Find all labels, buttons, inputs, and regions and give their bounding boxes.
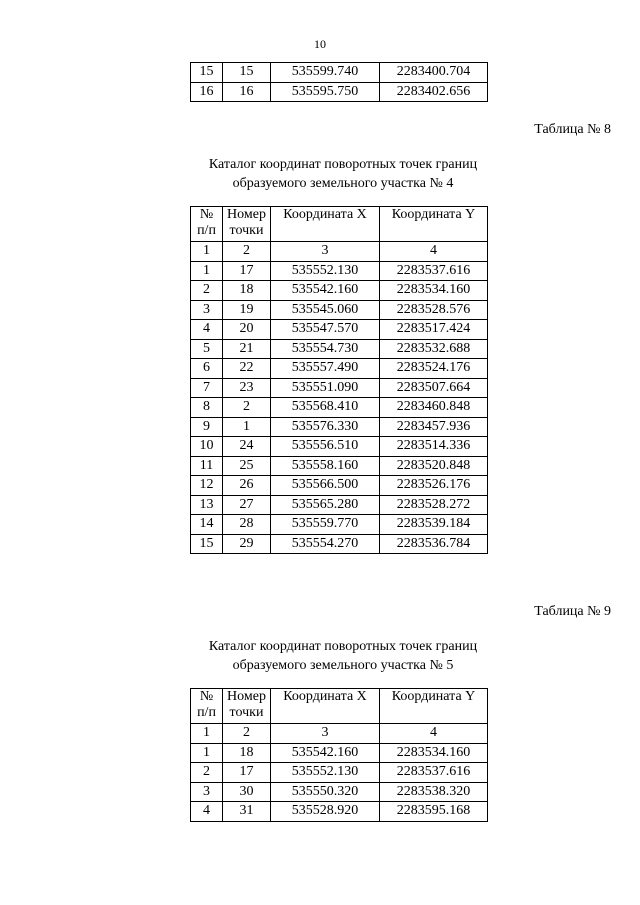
cell-point: 25 xyxy=(223,456,271,476)
cell-x: 535557.490 xyxy=(271,359,380,379)
cell-point: 17 xyxy=(223,261,271,281)
cell-point: 17 xyxy=(223,763,271,783)
cell-point: 24 xyxy=(223,437,271,457)
header-point: Номер точки xyxy=(223,689,271,724)
table-row xyxy=(191,476,488,496)
table9-index-row xyxy=(191,724,488,744)
cell-point: 23 xyxy=(223,378,271,398)
table9-title xyxy=(0,637,640,675)
index-cell: 4 xyxy=(380,242,488,262)
table8-header-row xyxy=(191,207,488,242)
index-cell: 3 xyxy=(271,724,380,744)
cell-y: 2283536.784 xyxy=(380,534,488,554)
table8-index-row xyxy=(191,242,488,262)
index-cell: 1 xyxy=(191,724,223,744)
cell-point: 2 xyxy=(223,398,271,418)
cell-no: 14 xyxy=(191,515,223,535)
table8 xyxy=(190,206,488,554)
cell-no: 11 xyxy=(191,456,223,476)
cell-point: 27 xyxy=(223,495,271,515)
table-row xyxy=(191,261,488,281)
table8-title-line2: образуемого земельного участка № 4 xyxy=(232,176,454,191)
cell-x: 535542.160 xyxy=(271,281,380,301)
cell-no: 3 xyxy=(191,300,223,320)
table-row xyxy=(191,782,488,802)
table8-title xyxy=(0,155,640,193)
table-row xyxy=(191,763,488,783)
table9-title-line1: Каталог координат поворотных точек границ xyxy=(208,639,478,654)
cell-point: 1 xyxy=(223,417,271,437)
cell-y: 2283537.616 xyxy=(380,763,488,783)
table-row xyxy=(191,82,488,102)
table-row xyxy=(191,743,488,763)
cell-x: 535559.770 xyxy=(271,515,380,535)
cell-x: 535558.160 xyxy=(271,456,380,476)
table-row xyxy=(191,378,488,398)
cell-no: 7 xyxy=(191,378,223,398)
cell-y: 2283457.936 xyxy=(380,417,488,437)
cell-no: 15 xyxy=(191,63,223,83)
table-row xyxy=(191,495,488,515)
table8-body xyxy=(191,261,488,554)
cell-point: 19 xyxy=(223,300,271,320)
cell-x: 535566.500 xyxy=(271,476,380,496)
cell-x: 535565.280 xyxy=(271,495,380,515)
cell-point: 30 xyxy=(223,782,271,802)
cell-no: 5 xyxy=(191,339,223,359)
cell-no: 10 xyxy=(191,437,223,457)
cell-y: 2283524.176 xyxy=(380,359,488,379)
table8-caption: Таблица № 8 xyxy=(534,122,611,137)
cell-point: 29 xyxy=(223,534,271,554)
cell-x: 535554.270 xyxy=(271,534,380,554)
table-row xyxy=(191,456,488,476)
cell-x: 535576.330 xyxy=(271,417,380,437)
index-cell: 3 xyxy=(271,242,380,262)
table-row xyxy=(191,63,488,83)
table-row xyxy=(191,437,488,457)
cell-no: 1 xyxy=(191,743,223,763)
cell-y: 2283538.320 xyxy=(380,782,488,802)
continuation-body xyxy=(191,63,488,102)
cell-y: 2283514.336 xyxy=(380,437,488,457)
table9-header-row xyxy=(191,689,488,724)
table-row xyxy=(191,320,488,340)
cell-y: 2283400.704 xyxy=(380,63,488,83)
cell-y: 2283539.184 xyxy=(380,515,488,535)
cell-x: 535595.750 xyxy=(271,82,380,102)
cell-x: 535528.920 xyxy=(271,802,380,822)
cell-no: 2 xyxy=(191,763,223,783)
header-no: № п/п xyxy=(191,689,223,724)
cell-y: 2283520.848 xyxy=(380,456,488,476)
cell-y: 2283528.576 xyxy=(380,300,488,320)
index-cell: 2 xyxy=(223,724,271,744)
table9-body xyxy=(191,743,488,821)
cell-y: 2283537.616 xyxy=(380,261,488,281)
table-row xyxy=(191,339,488,359)
cell-point: 22 xyxy=(223,359,271,379)
cell-y: 2283460.848 xyxy=(380,398,488,418)
table-row xyxy=(191,515,488,535)
cell-y: 2283528.272 xyxy=(380,495,488,515)
table-row xyxy=(191,417,488,437)
cell-y: 2283595.168 xyxy=(380,802,488,822)
cell-point: 15 xyxy=(223,63,271,83)
cell-no: 13 xyxy=(191,495,223,515)
cell-point: 28 xyxy=(223,515,271,535)
cell-y: 2283534.160 xyxy=(380,281,488,301)
cell-no: 2 xyxy=(191,281,223,301)
cell-point: 20 xyxy=(223,320,271,340)
cell-y: 2283526.176 xyxy=(380,476,488,496)
table-row xyxy=(191,534,488,554)
cell-point: 26 xyxy=(223,476,271,496)
cell-x: 535552.130 xyxy=(271,261,380,281)
table-row xyxy=(191,802,488,822)
cell-x: 535599.740 xyxy=(271,63,380,83)
cell-point: 18 xyxy=(223,743,271,763)
header-no: № п/п xyxy=(191,207,223,242)
cell-x: 535552.130 xyxy=(271,763,380,783)
cell-no: 1 xyxy=(191,261,223,281)
cell-point: 18 xyxy=(223,281,271,301)
table-row xyxy=(191,281,488,301)
continuation-table xyxy=(190,62,488,102)
cell-no: 8 xyxy=(191,398,223,418)
cell-no: 12 xyxy=(191,476,223,496)
cell-no: 6 xyxy=(191,359,223,379)
header-y: Координата Y xyxy=(380,207,488,242)
cell-point: 31 xyxy=(223,802,271,822)
cell-x: 535551.090 xyxy=(271,378,380,398)
header-x: Координата X xyxy=(271,689,380,724)
index-cell: 1 xyxy=(191,242,223,262)
cell-x: 535568.410 xyxy=(271,398,380,418)
cell-y: 2283517.424 xyxy=(380,320,488,340)
header-x: Координата X xyxy=(271,207,380,242)
cell-x: 535550.320 xyxy=(271,782,380,802)
index-cell: 4 xyxy=(380,724,488,744)
page-number: 10 xyxy=(314,37,326,51)
cell-x: 535556.510 xyxy=(271,437,380,457)
table-row xyxy=(191,359,488,379)
cell-x: 535545.060 xyxy=(271,300,380,320)
table-row xyxy=(191,300,488,320)
cell-point: 16 xyxy=(223,82,271,102)
cell-point: 21 xyxy=(223,339,271,359)
cell-x: 535547.570 xyxy=(271,320,380,340)
cell-no: 4 xyxy=(191,320,223,340)
header-point: Номер точки xyxy=(223,207,271,242)
header-y: Координата Y xyxy=(380,689,488,724)
table9-caption: Таблица № 9 xyxy=(534,604,611,619)
index-cell: 2 xyxy=(223,242,271,262)
cell-no: 4 xyxy=(191,802,223,822)
cell-y: 2283534.160 xyxy=(380,743,488,763)
table9 xyxy=(190,688,488,822)
cell-y: 2283507.664 xyxy=(380,378,488,398)
table8-title-line1: Каталог координат поворотных точек границ xyxy=(208,157,478,172)
table-row xyxy=(191,398,488,418)
cell-y: 2283402.656 xyxy=(380,82,488,102)
cell-no: 3 xyxy=(191,782,223,802)
table9-title-line2: образуемого земельного участка № 5 xyxy=(232,658,454,673)
cell-no: 15 xyxy=(191,534,223,554)
cell-y: 2283532.688 xyxy=(380,339,488,359)
cell-no: 16 xyxy=(191,82,223,102)
cell-x: 535542.160 xyxy=(271,743,380,763)
cell-no: 9 xyxy=(191,417,223,437)
cell-x: 535554.730 xyxy=(271,339,380,359)
